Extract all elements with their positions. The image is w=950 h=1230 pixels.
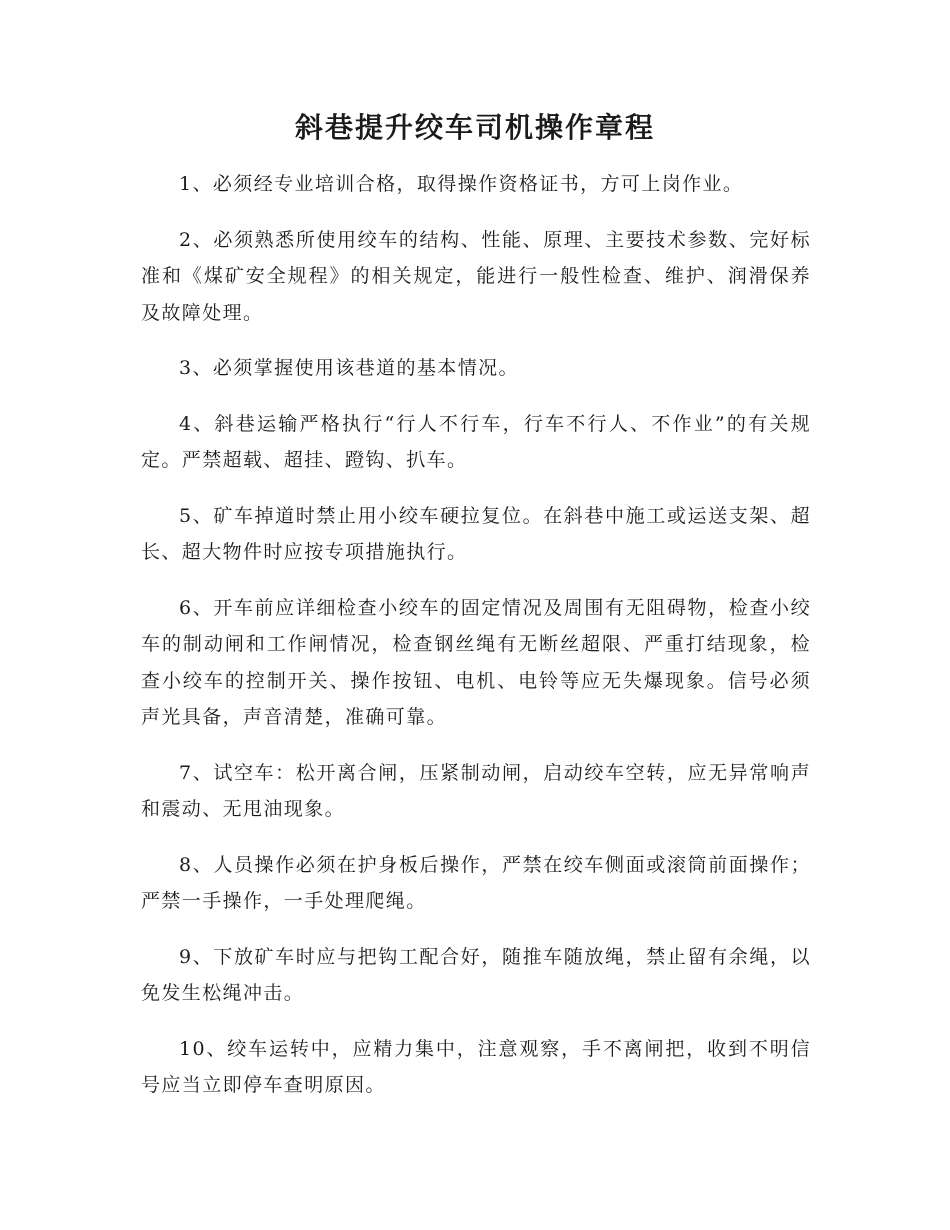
- document-title: 斜巷提升绞车司机操作章程: [294, 111, 655, 144]
- clause-6: 6、开车前应详细检查小绞车的固定情况及周围有无阻碍物，检查小绞车的制动闸和工作闸情况，检查钢丝绳有无断丝超限、严重打结现象，检查小绞车的控制开关、操作按钮、电机、电铃等应无失爆现象。信号必须声光具备，声音清楚，准确可靠。: [141, 596, 811, 728]
- clause-1: 1、必须经专业培训合格，取得操作资格证书，方可上岗作业。: [179, 173, 744, 195]
- clause-9: 9、下放矿车时应与把钩工配合好，随推车随放绳，禁止留有余绳，以免发生松绳冲击。: [141, 945, 811, 1004]
- clause-3: 3、必须掌握使用该巷道的基本情况。: [179, 357, 519, 379]
- clause-4: 4、斜巷运输严格执行“行人不行车，行车不行人、不作业”的有关规定。严禁超载、超挂、蹬钩、扒车。: [141, 412, 811, 471]
- clause-10: 10、绞车运转中，应精力集中，注意观察，手不离闸把，收到不明信号应当立即停车查明原因。: [141, 1037, 811, 1096]
- clause-5: 5、矿车掉道时禁止用小绞车硬拉复位。在斜巷中施工或运送支架、超长、超大物件时应按专项措施执行。: [141, 504, 811, 563]
- document-body: [141, 166, 811, 1123]
- clause-2: 2、必须熟悉所使用绞车的结构、性能、原理、主要技术参数、完好标准和《煤矿安全规程》的相关规定，能进行一般性检查、维护、润滑保养及故障处理。: [141, 228, 811, 324]
- clause-8: 8、人员操作必须在护身板后操作，严禁在绞车侧面或滚筒前面操作；严禁一手操作，一手处理爬绳。: [141, 853, 811, 912]
- clause-7: 7、试空车：松开离合闸，压紧制动闸，启动绞车空转，应无异常响声和震动、无甩油现象。: [141, 761, 811, 820]
